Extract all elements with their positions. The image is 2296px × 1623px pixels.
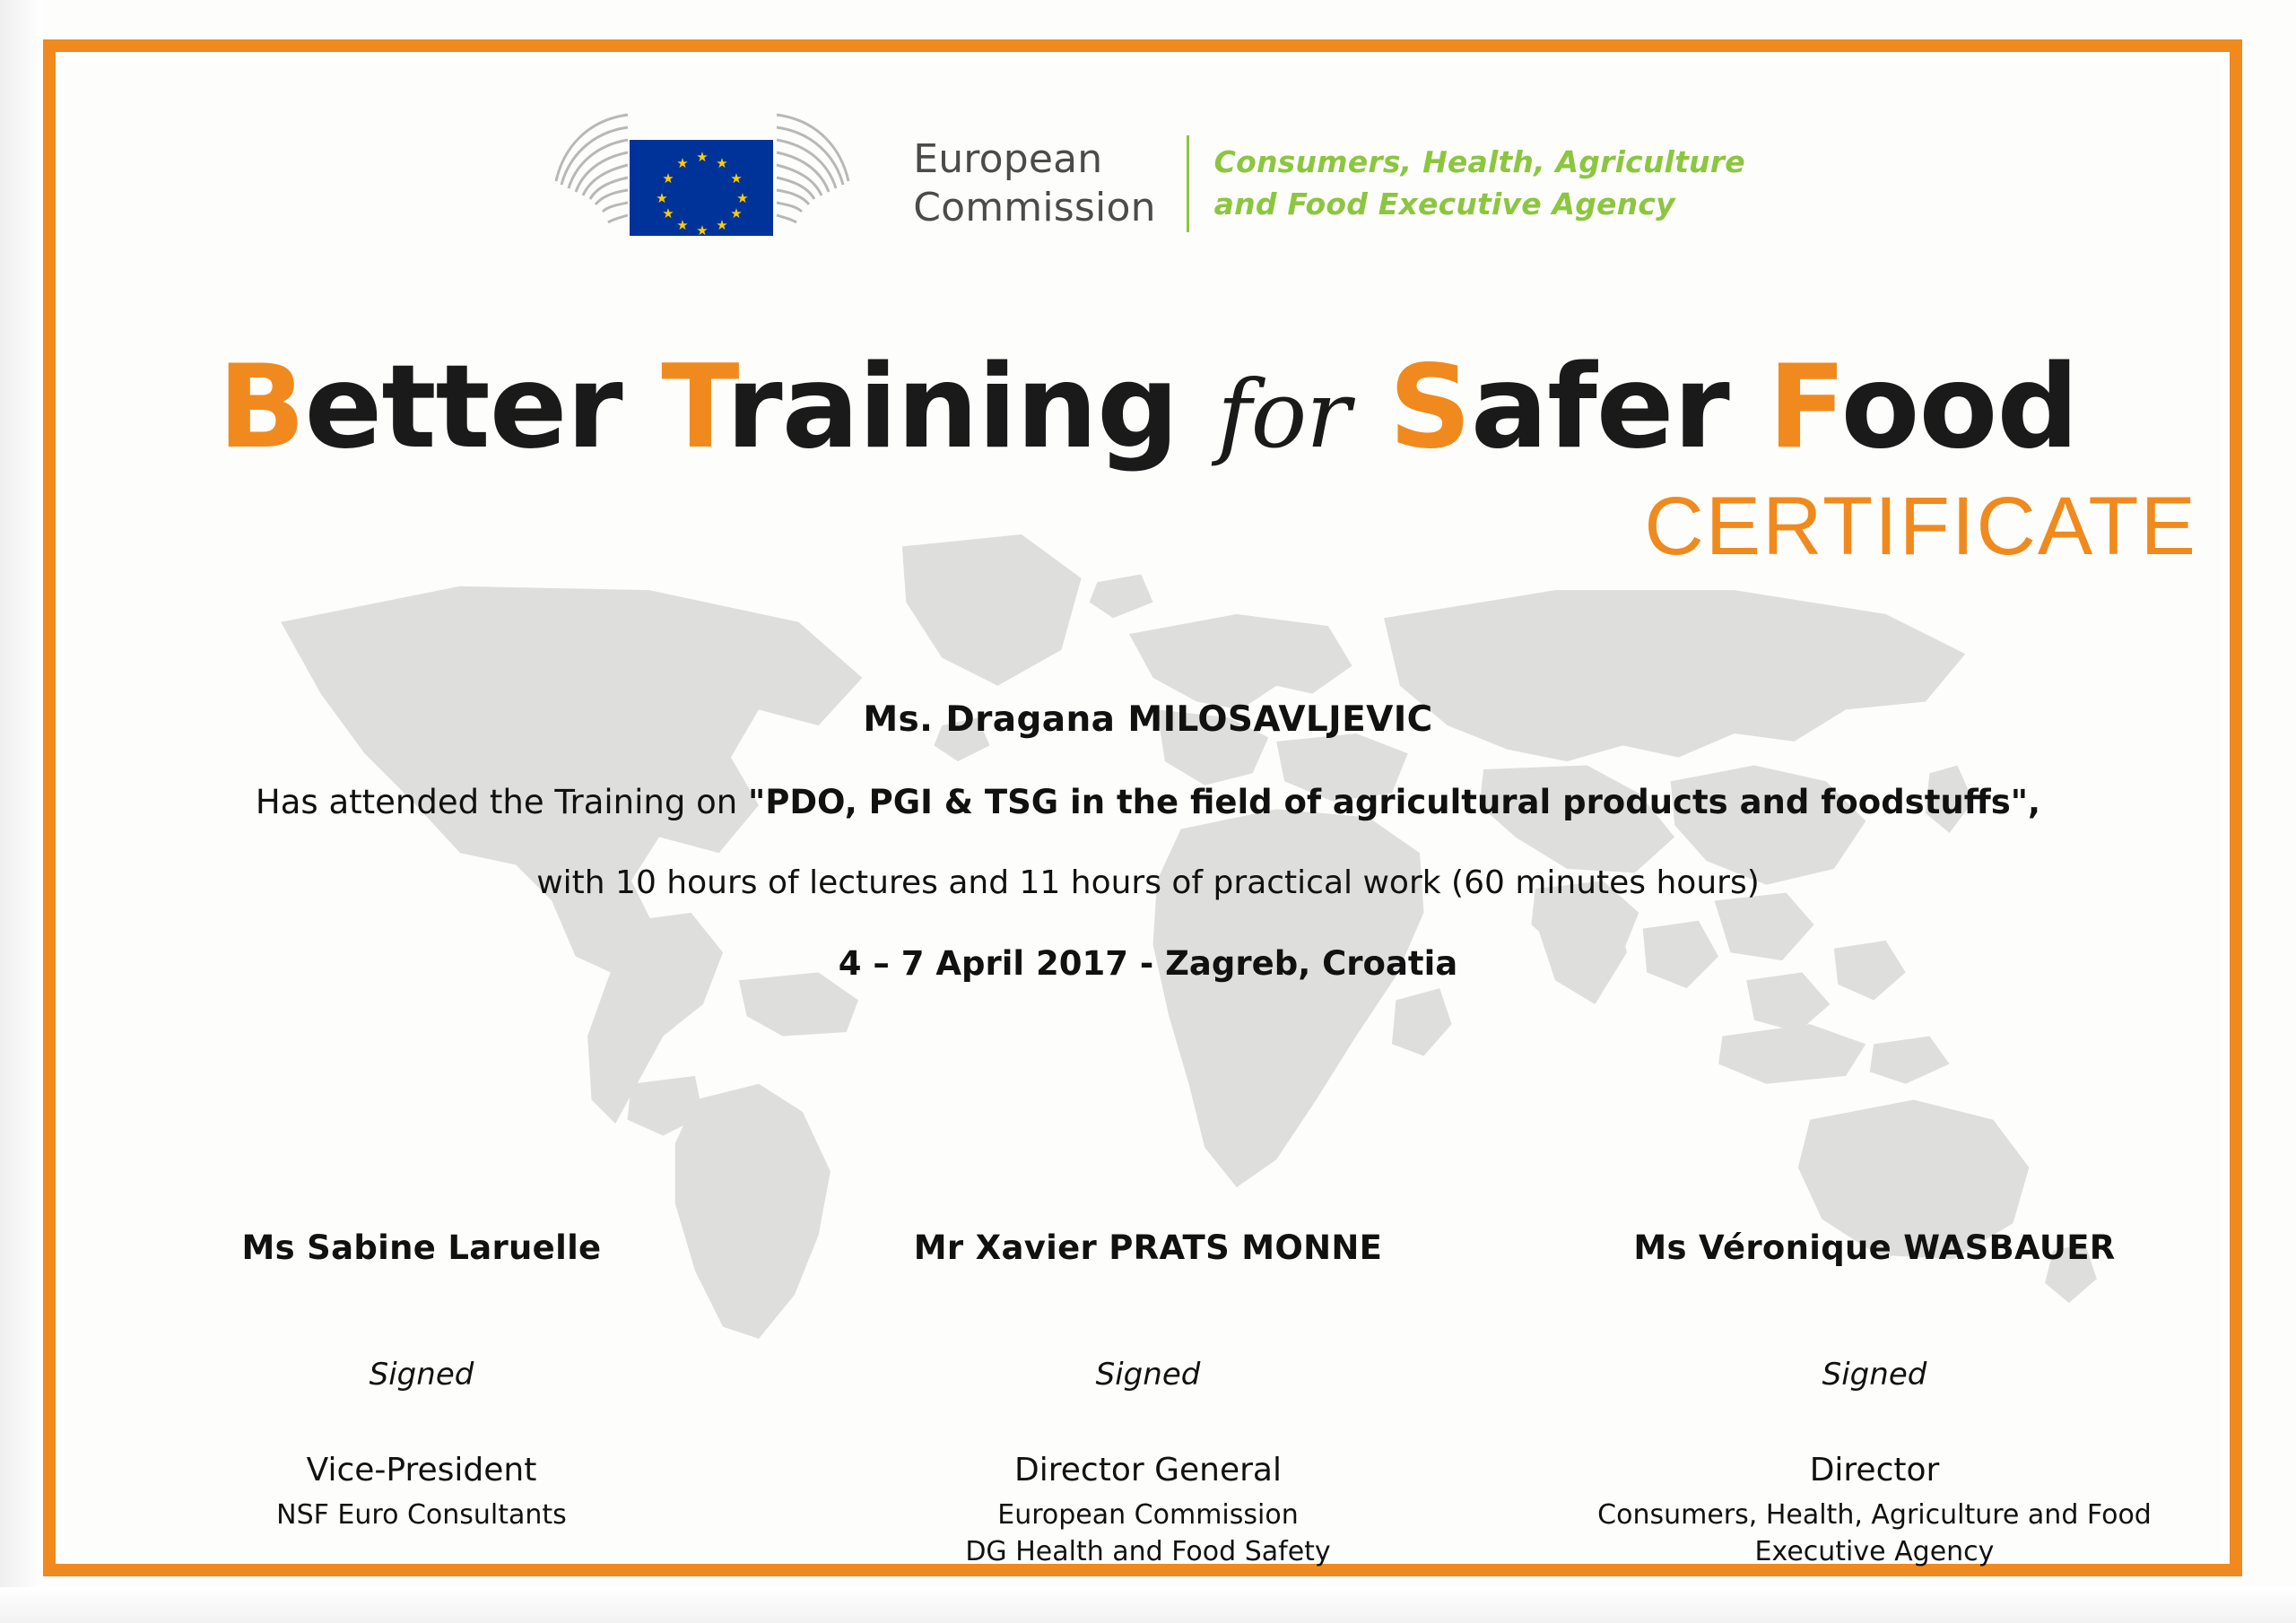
title-word1-rest: etter [304, 341, 622, 474]
eu-commission-logo [551, 99, 1745, 269]
certificate-body [81, 699, 2215, 983]
course-title: "PDO, PGI & TSG in the field of agricultural products and foodstuffs", [747, 783, 2041, 821]
title-word3-rest: afer [1470, 341, 1729, 474]
institution-line-2: Commission [913, 185, 1156, 230]
signed-label: Signed [1095, 1357, 1201, 1393]
eu-flag [630, 140, 773, 239]
signature-block-1 [81, 1228, 762, 1570]
scan-edge-bottom [0, 1587, 2296, 1623]
title-initial-t: T [661, 341, 726, 474]
certificate-content [81, 72, 2215, 1567]
date-and-place: 4 – 7 April 2017 - Zagreb, Croatia [838, 944, 1458, 983]
signature-row [81, 1228, 2215, 1570]
signed-label: Signed [369, 1357, 474, 1393]
attendance-statement [81, 783, 2215, 821]
signature-block-2 [807, 1228, 1489, 1570]
signatory-name: Mr Xavier PRATS MONNE [913, 1228, 1383, 1267]
training-hours: with 10 hours of lectures and 11 hours of practical work (60 minutes hours) [536, 864, 1760, 901]
eu-flag-with-swoosh [551, 99, 900, 269]
certificate-subtitle: CERTIFICATE [1644, 481, 2197, 572]
signatory-role: Vice-President [306, 1452, 537, 1488]
title-initial-f: F [1768, 341, 1841, 474]
agency-line-1: Consumers, Health, Agriculture [1213, 144, 1745, 180]
title-word2-rest: raining [726, 341, 1178, 474]
agency-line-2: and Food Executive Agency [1213, 187, 1675, 221]
institution-line-1: European [913, 136, 1103, 183]
swoosh-right-icon [775, 106, 854, 258]
title-initial-b: B [217, 341, 305, 474]
programme-title [81, 341, 2215, 474]
recipient-name: Ms. Dragana MILOSAVLJEVIC [863, 699, 1433, 740]
signature-block-3 [1534, 1228, 2215, 1570]
agency-wordmark [1214, 142, 1745, 226]
signatory-name: Ms Véronique WASBAUER [1633, 1228, 2116, 1267]
signatory-role: Director [1809, 1452, 1940, 1488]
certificate-title-block [81, 341, 2215, 574]
swoosh-left-icon [551, 106, 630, 258]
logo-divider [1187, 135, 1189, 232]
title-connector: for [1217, 360, 1350, 469]
eu-stars: ★ ★ ★ ★ ★ ★ ★ ★ ★ ★ ★ ★ [656, 149, 749, 239]
signatory-name: Ms Sabine Laruelle [241, 1228, 602, 1267]
signatory-role: Director General [1014, 1452, 1282, 1488]
european-commission-wordmark [913, 135, 1155, 231]
signatory-organisation: Consumers, Health, Agriculture and Food Executive Agency [1597, 1499, 2152, 1567]
scan-edge-left [0, 0, 43, 1623]
title-word4-rest: ood [1840, 341, 2079, 474]
signed-label: Signed [1822, 1357, 1927, 1393]
signatory-organisation: NSF Euro Consultants [276, 1499, 567, 1531]
signatory-organisation: European Commission DG Health and Food Safety [965, 1499, 1331, 1567]
title-initial-s: S [1388, 341, 1471, 474]
attendance-prefix: Has attended the Training on [255, 783, 748, 821]
header-logo-area [81, 99, 2215, 269]
